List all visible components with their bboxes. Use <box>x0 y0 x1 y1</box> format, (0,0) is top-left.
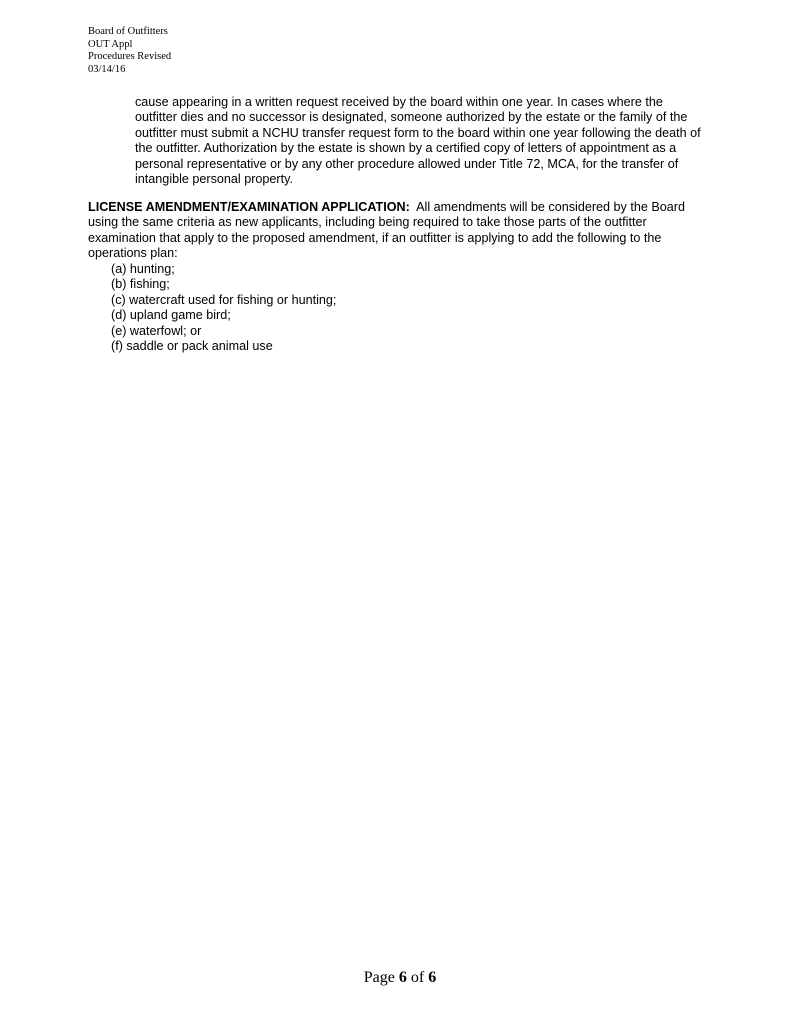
amendment-first-line <box>88 200 738 215</box>
amendment-line: examination that apply to the proposed amendment, if an outfitter is applying to add the following to the <box>88 230 662 245</box>
header-line-board: Board of Outfitters <box>88 26 168 37</box>
page-footer <box>0 969 800 987</box>
list-item: (c) watercraft used for fishing or hunting; <box>111 292 337 307</box>
page-current-number: 6 <box>398 969 407 986</box>
amendment-line: operations plan: <box>88 246 178 261</box>
header-line-procedures: Procedures Revised <box>88 51 172 62</box>
list-item: (a) hunting; <box>111 262 175 276</box>
list-item: (d) upland game bird; <box>111 308 231 323</box>
list-item: (e) waterfowl; or <box>111 323 202 338</box>
list-item: (b) fishing; <box>111 277 170 292</box>
amendment-section <box>88 200 738 262</box>
page-word: Page <box>363 969 399 986</box>
header-line-form: OUT Appl <box>88 38 133 50</box>
continued-paragraph <box>135 95 735 187</box>
section-heading: LICENSE AMENDMENT/EXAMINATION APPLICATION: <box>88 200 410 214</box>
paragraph-line: outfitter dies and no successor is designated, someone authorized by the estate or the family of the <box>135 110 688 125</box>
document-header <box>88 26 171 76</box>
paragraph-line: cause appearing in a written request received by the board within one year. In cases where the <box>135 95 663 109</box>
paragraph-line: personal representative or by any other procedure allowed under Title 72, MCA, for the transfer of <box>135 156 679 171</box>
list-item: (f) saddle or pack animal use <box>111 339 273 354</box>
paragraph-line: intangible personal property. <box>135 172 293 187</box>
paragraph-line: outfitter must submit a NCHU transfer request form to the board within one year following the death of <box>135 125 701 140</box>
amendment-line: using the same criteria as new applicants, including being required to take those parts of the outfitter <box>88 215 647 230</box>
amendment-intro-text: All amendments will be considered by the Board <box>409 200 685 214</box>
of-word: of <box>406 969 429 986</box>
amendment-items-list <box>111 262 336 354</box>
header-line-date: 03/14/16 <box>88 63 126 75</box>
paragraph-line: the outfitter. Authorization by the estate is shown by a certified copy of letters of appointment as a <box>135 141 677 156</box>
page-total-number: 6 <box>428 969 437 986</box>
